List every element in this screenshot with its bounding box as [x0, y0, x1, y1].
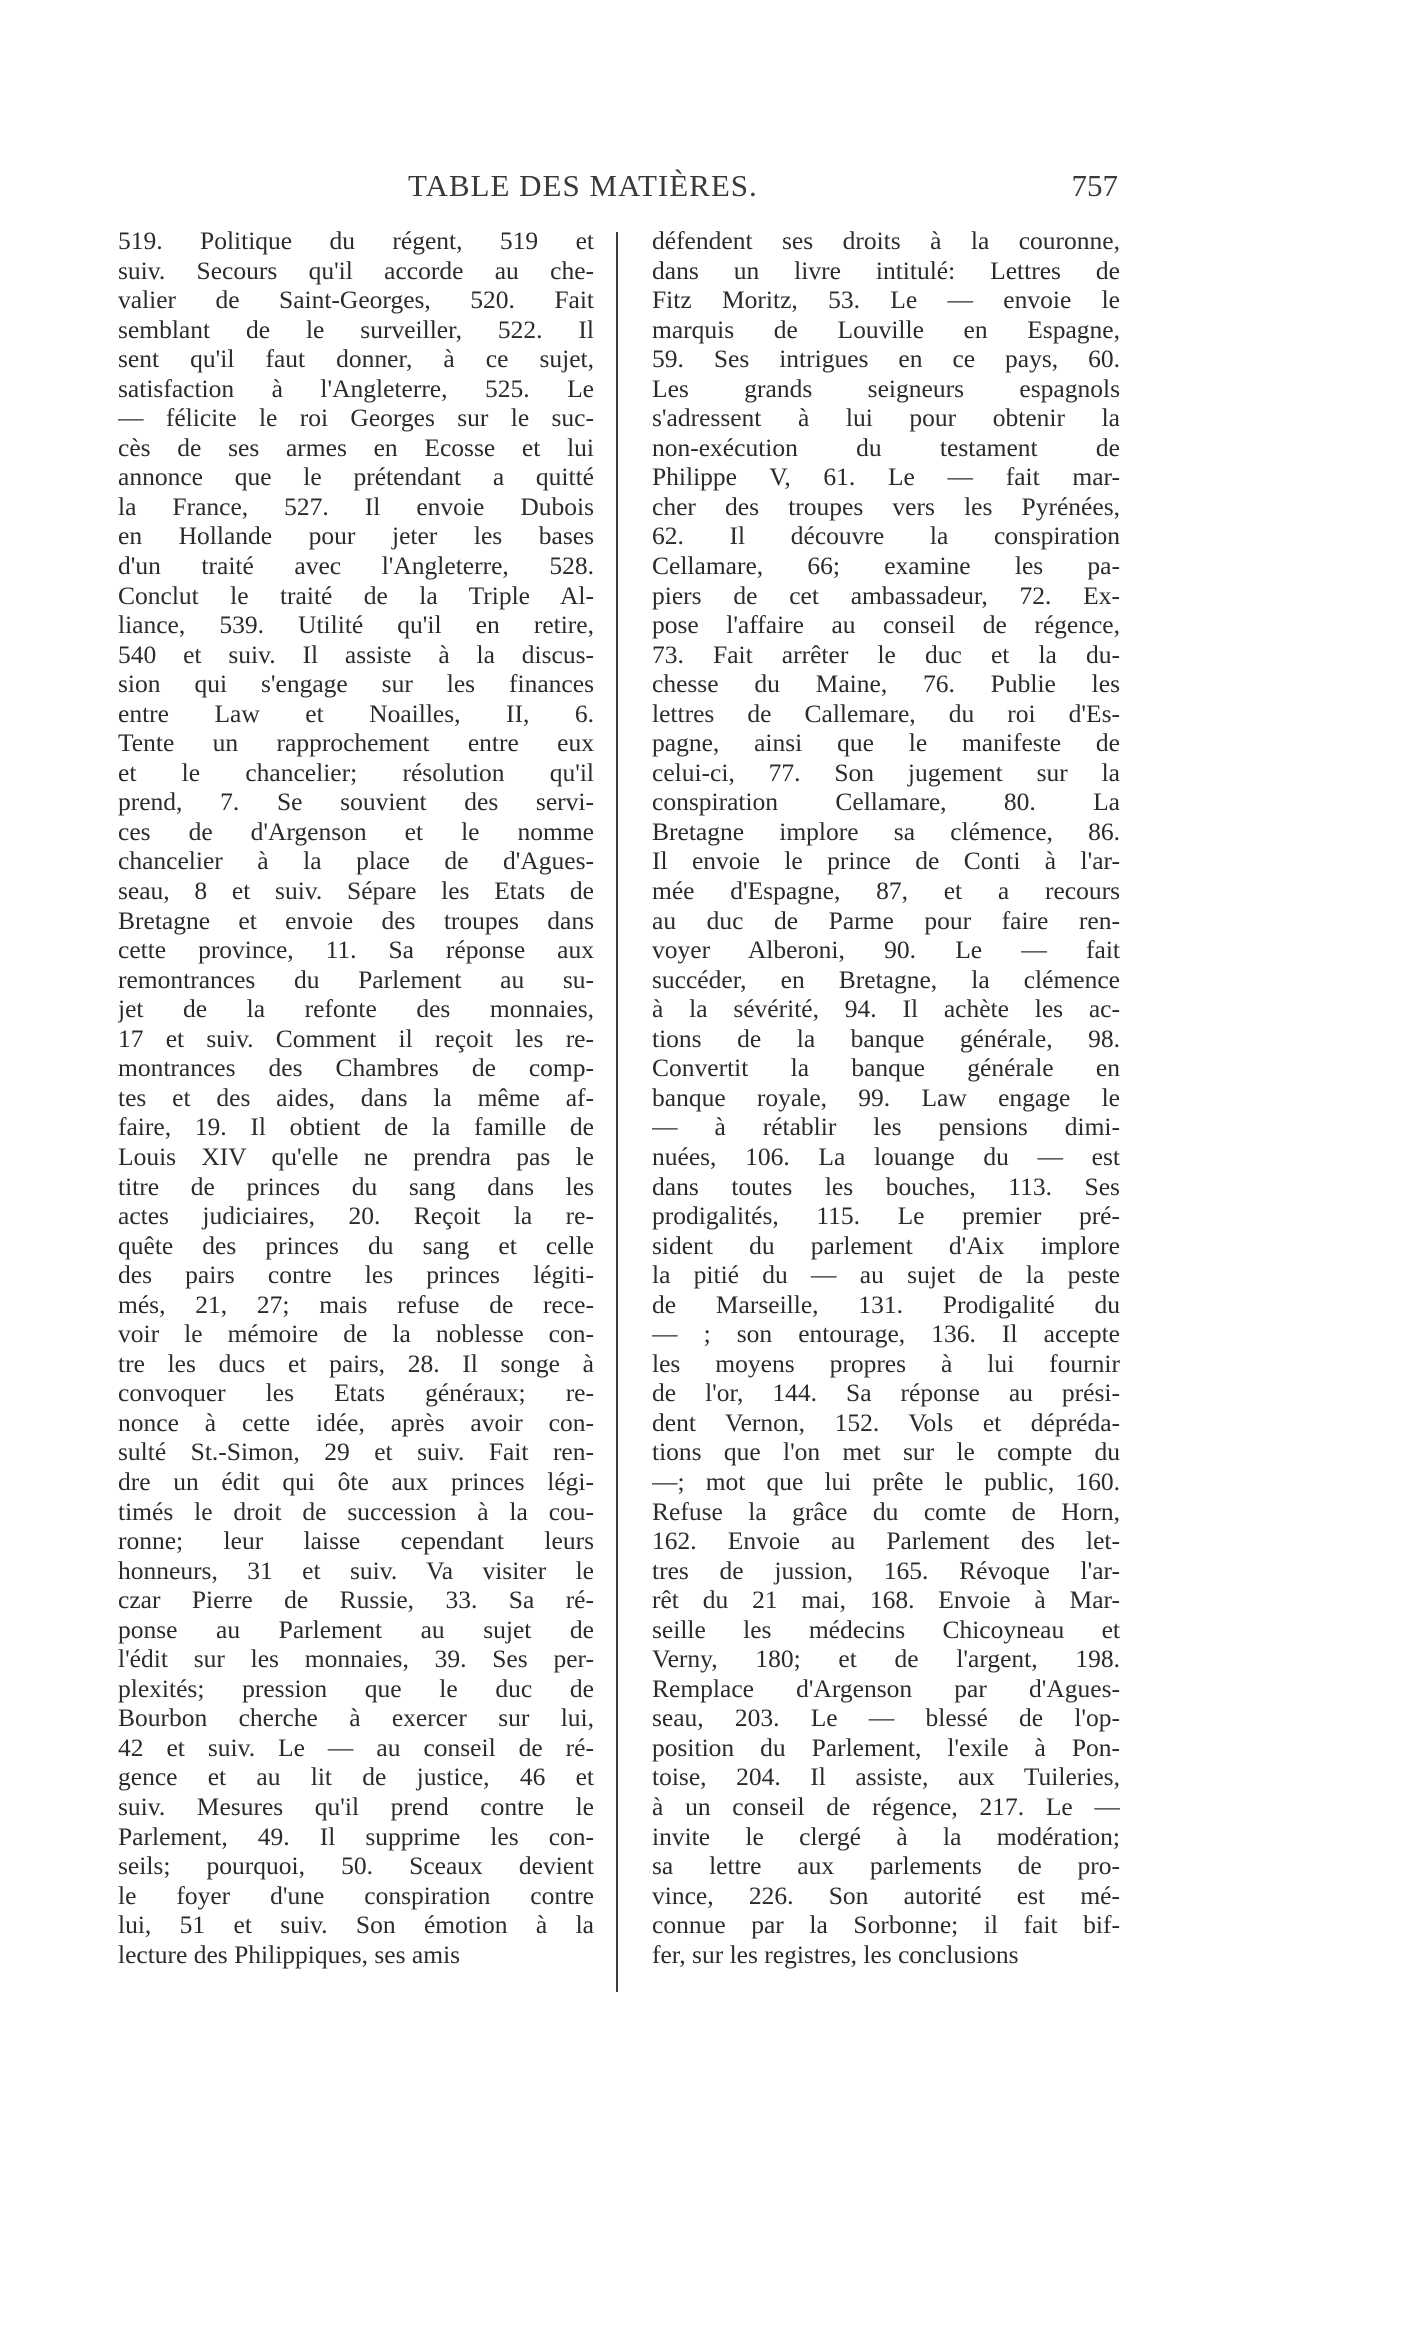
text-line: des pairs contre les princes légiti-: [118, 1260, 594, 1290]
text-line: cès de ses armes en Ecosse et lui: [118, 432, 594, 462]
text-line: tions que l'on met sur le compte du: [652, 1437, 1120, 1467]
text-line: et le chancelier; résolution qu'il: [118, 757, 594, 787]
text-line: seille les médecins Chicoyneau et: [652, 1614, 1120, 1644]
text-line: timés le droit de succession à la cou-: [118, 1496, 594, 1526]
text-line: honneurs, 31 et suiv. Va visiter le: [118, 1555, 594, 1585]
text-line: lettres de Callemare, du roi d'Es-: [652, 698, 1120, 728]
text-line: Bourbon cherche à exercer sur lui,: [118, 1703, 594, 1733]
text-line: Les grands seigneurs espagnols: [652, 373, 1120, 403]
text-line: 162. Envoie au Parlement des let-: [652, 1526, 1120, 1556]
text-line: conspiration Cellamare, 80. La: [652, 787, 1120, 817]
text-line: plexités; pression que le duc de: [118, 1673, 594, 1703]
text-line: — à rétablir les pensions dimi-: [652, 1112, 1120, 1142]
text-line: Parlement, 49. Il supprime les con-: [118, 1821, 594, 1851]
text-line: en Hollande pour jeter les bases: [118, 521, 594, 551]
text-line: actes judiciaires, 20. Reçoit la re-: [118, 1201, 594, 1231]
text-line: fer, sur les registres, les conclusions: [652, 1939, 1019, 1969]
text-line: sion qui s'engage sur les finances: [118, 669, 594, 699]
text-line: Bretagne implore sa clémence, 86.: [652, 816, 1120, 846]
text-line: voyer Alberoni, 90. Le — fait: [652, 935, 1120, 965]
text-line: 62. Il découvre la conspiration: [652, 521, 1120, 551]
text-line: 540 et suiv. Il assiste à la discus-: [118, 639, 594, 669]
text-line: suiv. Secours qu'il accorde au che-: [118, 255, 594, 285]
text-line: Bretagne et envoie des troupes dans: [118, 905, 594, 935]
text-line: convoquer les Etats généraux; re-: [118, 1378, 594, 1408]
text-line: suiv. Mesures qu'il prend contre le: [118, 1791, 594, 1821]
text-line: voir le mémoire de la noblesse con-: [118, 1319, 594, 1349]
text-line: le foyer d'une conspiration contre: [118, 1880, 594, 1910]
text-line: position du Parlement, l'exile à Pon-: [652, 1732, 1120, 1762]
text-column-left: [118, 226, 594, 1969]
text-line: 73. Fait arrêter le duc et la du-: [652, 639, 1120, 669]
text-line: seils; pourquoi, 50. Sceaux devient: [118, 1851, 594, 1881]
text-line: quête des princes du sang et celle: [118, 1230, 594, 1260]
text-line: satisfaction à l'Angleterre, 525. Le: [118, 373, 594, 403]
text-line: Philippe V, 61. Le — fait mar-: [652, 462, 1120, 492]
text-line: ponse au Parlement au sujet de: [118, 1614, 594, 1644]
text-line: Convertit la banque générale en: [652, 1053, 1120, 1083]
text-line: chesse du Maine, 76. Publie les: [652, 669, 1120, 699]
text-line: l'édit sur les monnaies, 39. Ses per-: [118, 1644, 594, 1674]
text-line: cher des troupes vers les Pyrénées,: [652, 491, 1120, 521]
text-line: czar Pierre de Russie, 33. Sa ré-: [118, 1585, 594, 1615]
text-line: 519. Politique du régent, 519 et: [118, 226, 594, 255]
text-line: tes et des aides, dans la même af-: [118, 1082, 594, 1112]
running-title: TABLE DES MATIÈRES.: [408, 168, 758, 203]
text-line: connue par la Sorbonne; il fait bif-: [652, 1910, 1120, 1940]
text-line: jet de la refonte des monnaies,: [118, 994, 594, 1024]
text-line: de Marseille, 131. Prodigalité du: [652, 1289, 1120, 1319]
text-line: nuées, 106. La louange du — est: [652, 1141, 1120, 1171]
text-line: liance, 539. Utilité qu'il en retire,: [118, 610, 594, 640]
text-line: Refuse la grâce du comte de Horn,: [652, 1496, 1120, 1526]
text-line: les moyens propres à lui fournir: [652, 1348, 1120, 1378]
text-line: à la sévérité, 94. Il achète les ac-: [652, 994, 1120, 1024]
text-line: — félicite le roi Georges sur le suc-: [118, 403, 594, 433]
text-line: dans toutes les bouches, 113. Ses: [652, 1171, 1120, 1201]
text-line: montrances des Chambres de comp-: [118, 1053, 594, 1083]
text-line: mée d'Espagne, 87, et a recours: [652, 876, 1120, 906]
text-line: d'un traité avec l'Angleterre, 528.: [118, 551, 594, 581]
text-line: celui-ci, 77. Son jugement sur la: [652, 757, 1120, 787]
text-column-right: [652, 226, 1120, 1969]
text-line: seau, 203. Le — blessé de l'op-: [652, 1703, 1120, 1733]
text-line: la pitié du — au sujet de la peste: [652, 1260, 1120, 1290]
text-line: ces de d'Argenson et le nomme: [118, 816, 594, 846]
text-line: Louis XIV qu'elle ne prendra pas le: [118, 1141, 594, 1171]
text-line: Cellamare, 66; examine les pa-: [652, 551, 1120, 581]
text-line: toise, 204. Il assiste, aux Tuileries,: [652, 1762, 1120, 1792]
text-line: gence et au lit de justice, 46 et: [118, 1762, 594, 1792]
text-line: non-exécution du testament de: [652, 432, 1120, 462]
text-line: Fitz Moritz, 53. Le — envoie le: [652, 285, 1120, 315]
text-line: prend, 7. Se souvient des servi-: [118, 787, 594, 817]
text-line: tre les ducs et pairs, 28. Il songe à: [118, 1348, 594, 1378]
text-line: pose l'affaire au conseil de régence,: [652, 610, 1120, 640]
text-line: remontrances du Parlement au su-: [118, 964, 594, 994]
text-line: 59. Ses intrigues en ce pays, 60.: [652, 344, 1120, 374]
text-line: dre un édit qui ôte aux princes légi-: [118, 1466, 594, 1496]
text-line: annonce que le prétendant a quitté: [118, 462, 594, 492]
text-line: —; mot que lui prête le public, 160.: [652, 1466, 1120, 1496]
text-line: semblant de le surveiller, 522. Il: [118, 314, 594, 344]
text-line: sa lettre aux parlements de pro-: [652, 1851, 1120, 1881]
text-line: titre de princes du sang dans les: [118, 1171, 594, 1201]
text-line: Verny, 180; et de l'argent, 198.: [652, 1644, 1120, 1674]
text-line: Tente un rapprochement entre eux: [118, 728, 594, 758]
page-number: 757: [1071, 168, 1118, 203]
text-line: Conclut le traité de la Triple Al-: [118, 580, 594, 610]
text-line: ronne; leur laisse cependant leurs: [118, 1526, 594, 1556]
text-line: banque royale, 99. Law engage le: [652, 1082, 1120, 1112]
text-line: Remplace d'Argenson par d'Agues-: [652, 1673, 1120, 1703]
text-line: 17 et suiv. Comment il reçoit les re-: [118, 1023, 594, 1053]
text-line: sident du parlement d'Aix implore: [652, 1230, 1120, 1260]
text-line: nonce à cette idée, après avoir con-: [118, 1407, 594, 1437]
text-line: tions de la banque générale, 98.: [652, 1023, 1120, 1053]
text-line: vince, 226. Son autorité est mé-: [652, 1880, 1120, 1910]
text-line: seau, 8 et suiv. Sépare les Etats de: [118, 876, 594, 906]
text-line: la France, 527. Il envoie Dubois: [118, 491, 594, 521]
text-line: défendent ses droits à la couronne,: [652, 226, 1120, 255]
text-line: sent qu'il faut donner, à ce sujet,: [118, 344, 594, 374]
text-line: succéder, en Bretagne, la clémence: [652, 964, 1120, 994]
text-line: lui, 51 et suiv. Son émotion à la: [118, 1910, 594, 1940]
text-line: pagne, ainsi que le manifeste de: [652, 728, 1120, 758]
text-line: 42 et suiv. Le — au conseil de ré-: [118, 1732, 594, 1762]
text-line: lecture des Philippiques, ses amis: [118, 1939, 461, 1969]
text-line: s'adressent à lui pour obtenir la: [652, 403, 1120, 433]
text-line: piers de cet ambassadeur, 72. Ex-: [652, 580, 1120, 610]
text-line: sulté St.-Simon, 29 et suiv. Fait ren-: [118, 1437, 594, 1467]
text-line: faire, 19. Il obtient de la famille de: [118, 1112, 594, 1142]
text-line: à un conseil de régence, 217. Le —: [652, 1791, 1120, 1821]
text-line: valier de Saint-Georges, 520. Fait: [118, 285, 594, 315]
text-line: dent Vernon, 152. Vols et dépréda-: [652, 1407, 1120, 1437]
text-line: invite le clergé à la modération;: [652, 1821, 1120, 1851]
text-line: tres de jussion, 165. Révoque l'ar-: [652, 1555, 1120, 1585]
text-line: entre Law et Noailles, II, 6.: [118, 698, 594, 728]
page-header: [118, 168, 1118, 208]
text-line: marquis de Louville en Espagne,: [652, 314, 1120, 344]
text-line: Il envoie le prince de Conti à l'ar-: [652, 846, 1120, 876]
text-line: chancelier à la place de d'Agues-: [118, 846, 594, 876]
text-line: dans un livre intitulé: Lettres de: [652, 255, 1120, 285]
text-line: — ; son entourage, 136. Il accepte: [652, 1319, 1120, 1349]
text-line: rêt du 21 mai, 168. Envoie à Mar-: [652, 1585, 1120, 1615]
text-line: au duc de Parme pour faire ren-: [652, 905, 1120, 935]
column-divider: [616, 232, 618, 1992]
text-line: prodigalités, 115. Le premier pré-: [652, 1201, 1120, 1231]
text-line: cette province, 11. Sa réponse aux: [118, 935, 594, 965]
text-line: més, 21, 27; mais refuse de rece-: [118, 1289, 594, 1319]
text-line: de l'or, 144. Sa réponse au prési-: [652, 1378, 1120, 1408]
